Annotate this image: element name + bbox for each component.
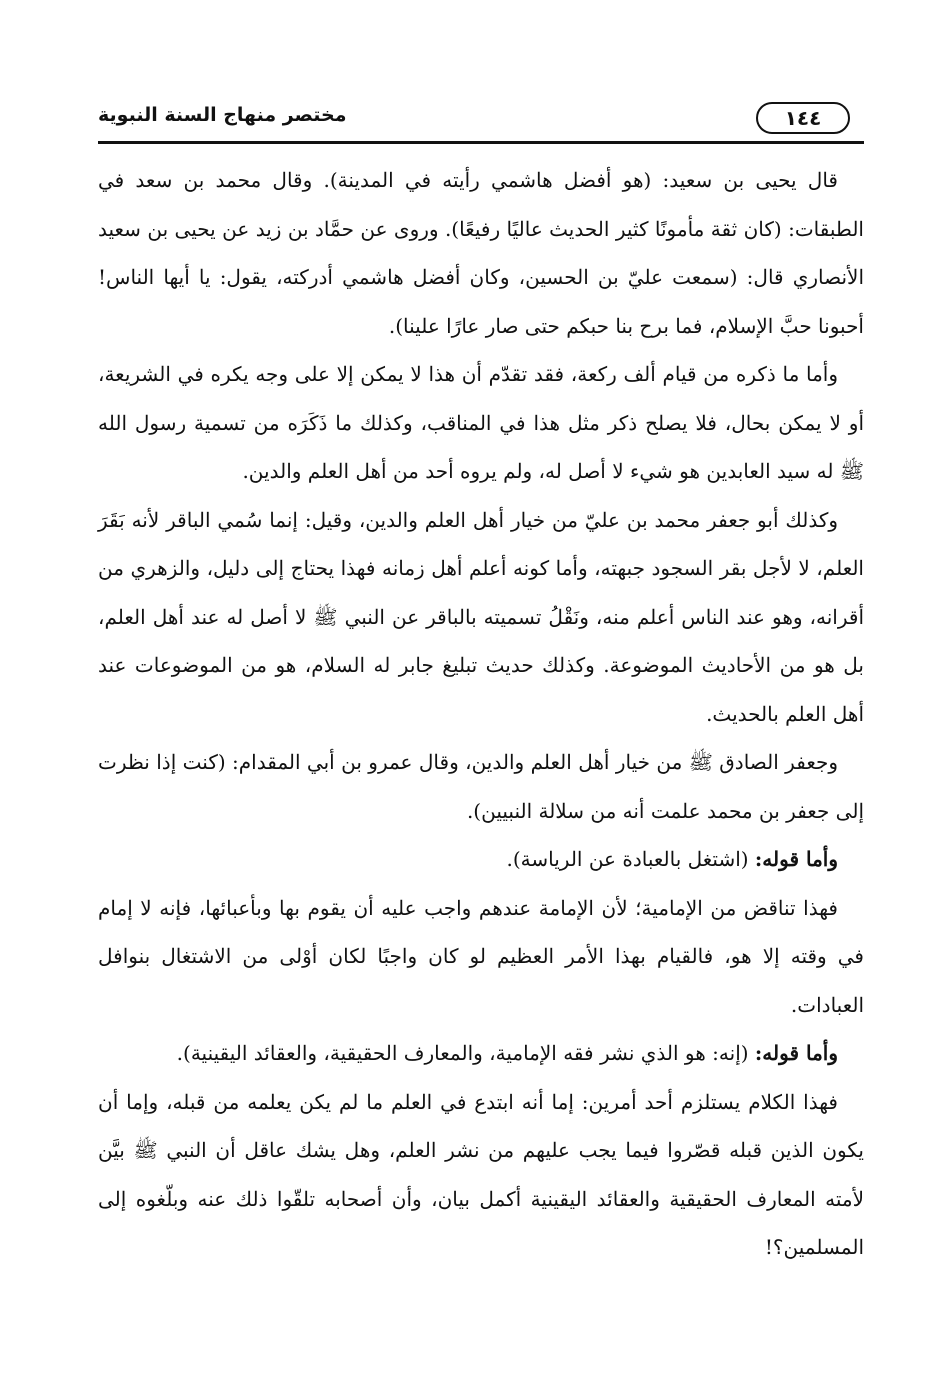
paragraph — [98, 496, 864, 739]
paragraph-text: قال يحيى بن سعيد: (هو أفضل هاشمي رأيته في المدينة). وقال محمد بن سعد في الطبقات: (كان ثقة مأمونًا كثير الحديث عاليًا رفيعًا). وروى عن حمَّاد بن زيد عن يحيى بن سعيد الأنصاري قال: (سمعت عليّ بن الحسين، وكان أفضل هاشمي أدركته، يقول: يا أيها الناس! أحبونا حبَّ الإسلام، فما برح بنا حبكم حتى صار عارًا علينا). — [98, 168, 864, 338]
body-text — [98, 156, 864, 1272]
paragraph-text: فهذا الكلام يستلزم أحد أمرين: إما أنه ابتدع في العلم ما لم يكن يعلمه من قبله، وإما أن يكون الذين قبله قصّروا فيما يجب عليهم من نشر العلم، وهل يشك عاقل أن النبي ﷺ بيَّن لأمته المعارف الحقيقية والعقائد اليقينية أكمل بيان، وأن أصحابه تلقّوا ذلك عنه وبلّغوه إلى المسلمين؟! — [98, 1089, 864, 1259]
paragraph — [98, 835, 864, 884]
paragraph-lead: وأما قوله: — [754, 847, 838, 871]
paragraph — [98, 738, 864, 835]
header-divider — [98, 141, 864, 144]
paragraph-text: وجعفر الصادق ﷺ من خيار أهل العلم والدين، وقال عمرو بن أبي المقدام: (كنت إذا نظرت إلى جعفر بن محمد علمت أنه من سلالة النبيين). — [98, 750, 864, 823]
book-title: مختصر منهاج السنة النبوية — [98, 104, 347, 126]
paragraph-text: وأما ما ذكره من قيام ألف ركعة، فقد تقدّم أن هذا لا يمكن إلا على وجه يكره في الشريعة، أو لا يمكن بحال، فلا يصلح ذكر مثل هذا في المناقب، وكذلك ما ذَكَرَه من تسمية رسول الله ﷺ له سيد العابدين هو شيء لا أصل له، ولم يروه أحد من أهل العلم والدين. — [98, 362, 864, 483]
paragraph — [98, 1029, 864, 1078]
paragraph — [98, 350, 864, 496]
paragraph-text: وكذلك أبو جعفر محمد بن عليّ من خيار أهل العلم والدين، وقيل: إنما سُمي الباقر لأنه بَقَرَ العلم، لا لأجل بقر السجود جبهته، وأما كونه أعلم أهل زمانه فهذا يحتاج إلى دليل، والزهري من أقرانه، وهو عند الناس أعلم منه، ونَقْلُ تسميته بالباقر عن النبي ﷺ لا أصل له عند أهل العلم، بل هو من الأحاديث الموضوعة. وكذلك حديث تبليغ جابر له السلام، هو من الموضوعات عند أهل العلم بالحديث. — [98, 507, 864, 726]
paragraph-text: فهذا تناقض من الإمامية؛ لأن الإمامة عندهم واجب عليه أن يقوم بها وبأعبائها، فإنه لا إمام في وقته إلا هو، فالقيام بهذا الأمر العظيم لو كان واجبًا لكان أوْلى من الاشتغال بنوافل العبادات. — [98, 895, 864, 1017]
paragraph-text: (إنه: هو الذي نشر فقه الإمامية، والمعارف الحقيقية، والعقائد اليقينية). — [176, 1041, 755, 1065]
page-number: ١٤٤ — [756, 102, 850, 134]
paragraph-text: (اشتغل بالعبادة عن الرياسة). — [506, 847, 755, 871]
paragraph — [98, 884, 864, 1030]
page-header — [98, 96, 864, 148]
paragraph — [98, 1078, 864, 1272]
paragraph — [98, 156, 864, 350]
paragraph-lead: وأما قوله: — [754, 1041, 838, 1065]
